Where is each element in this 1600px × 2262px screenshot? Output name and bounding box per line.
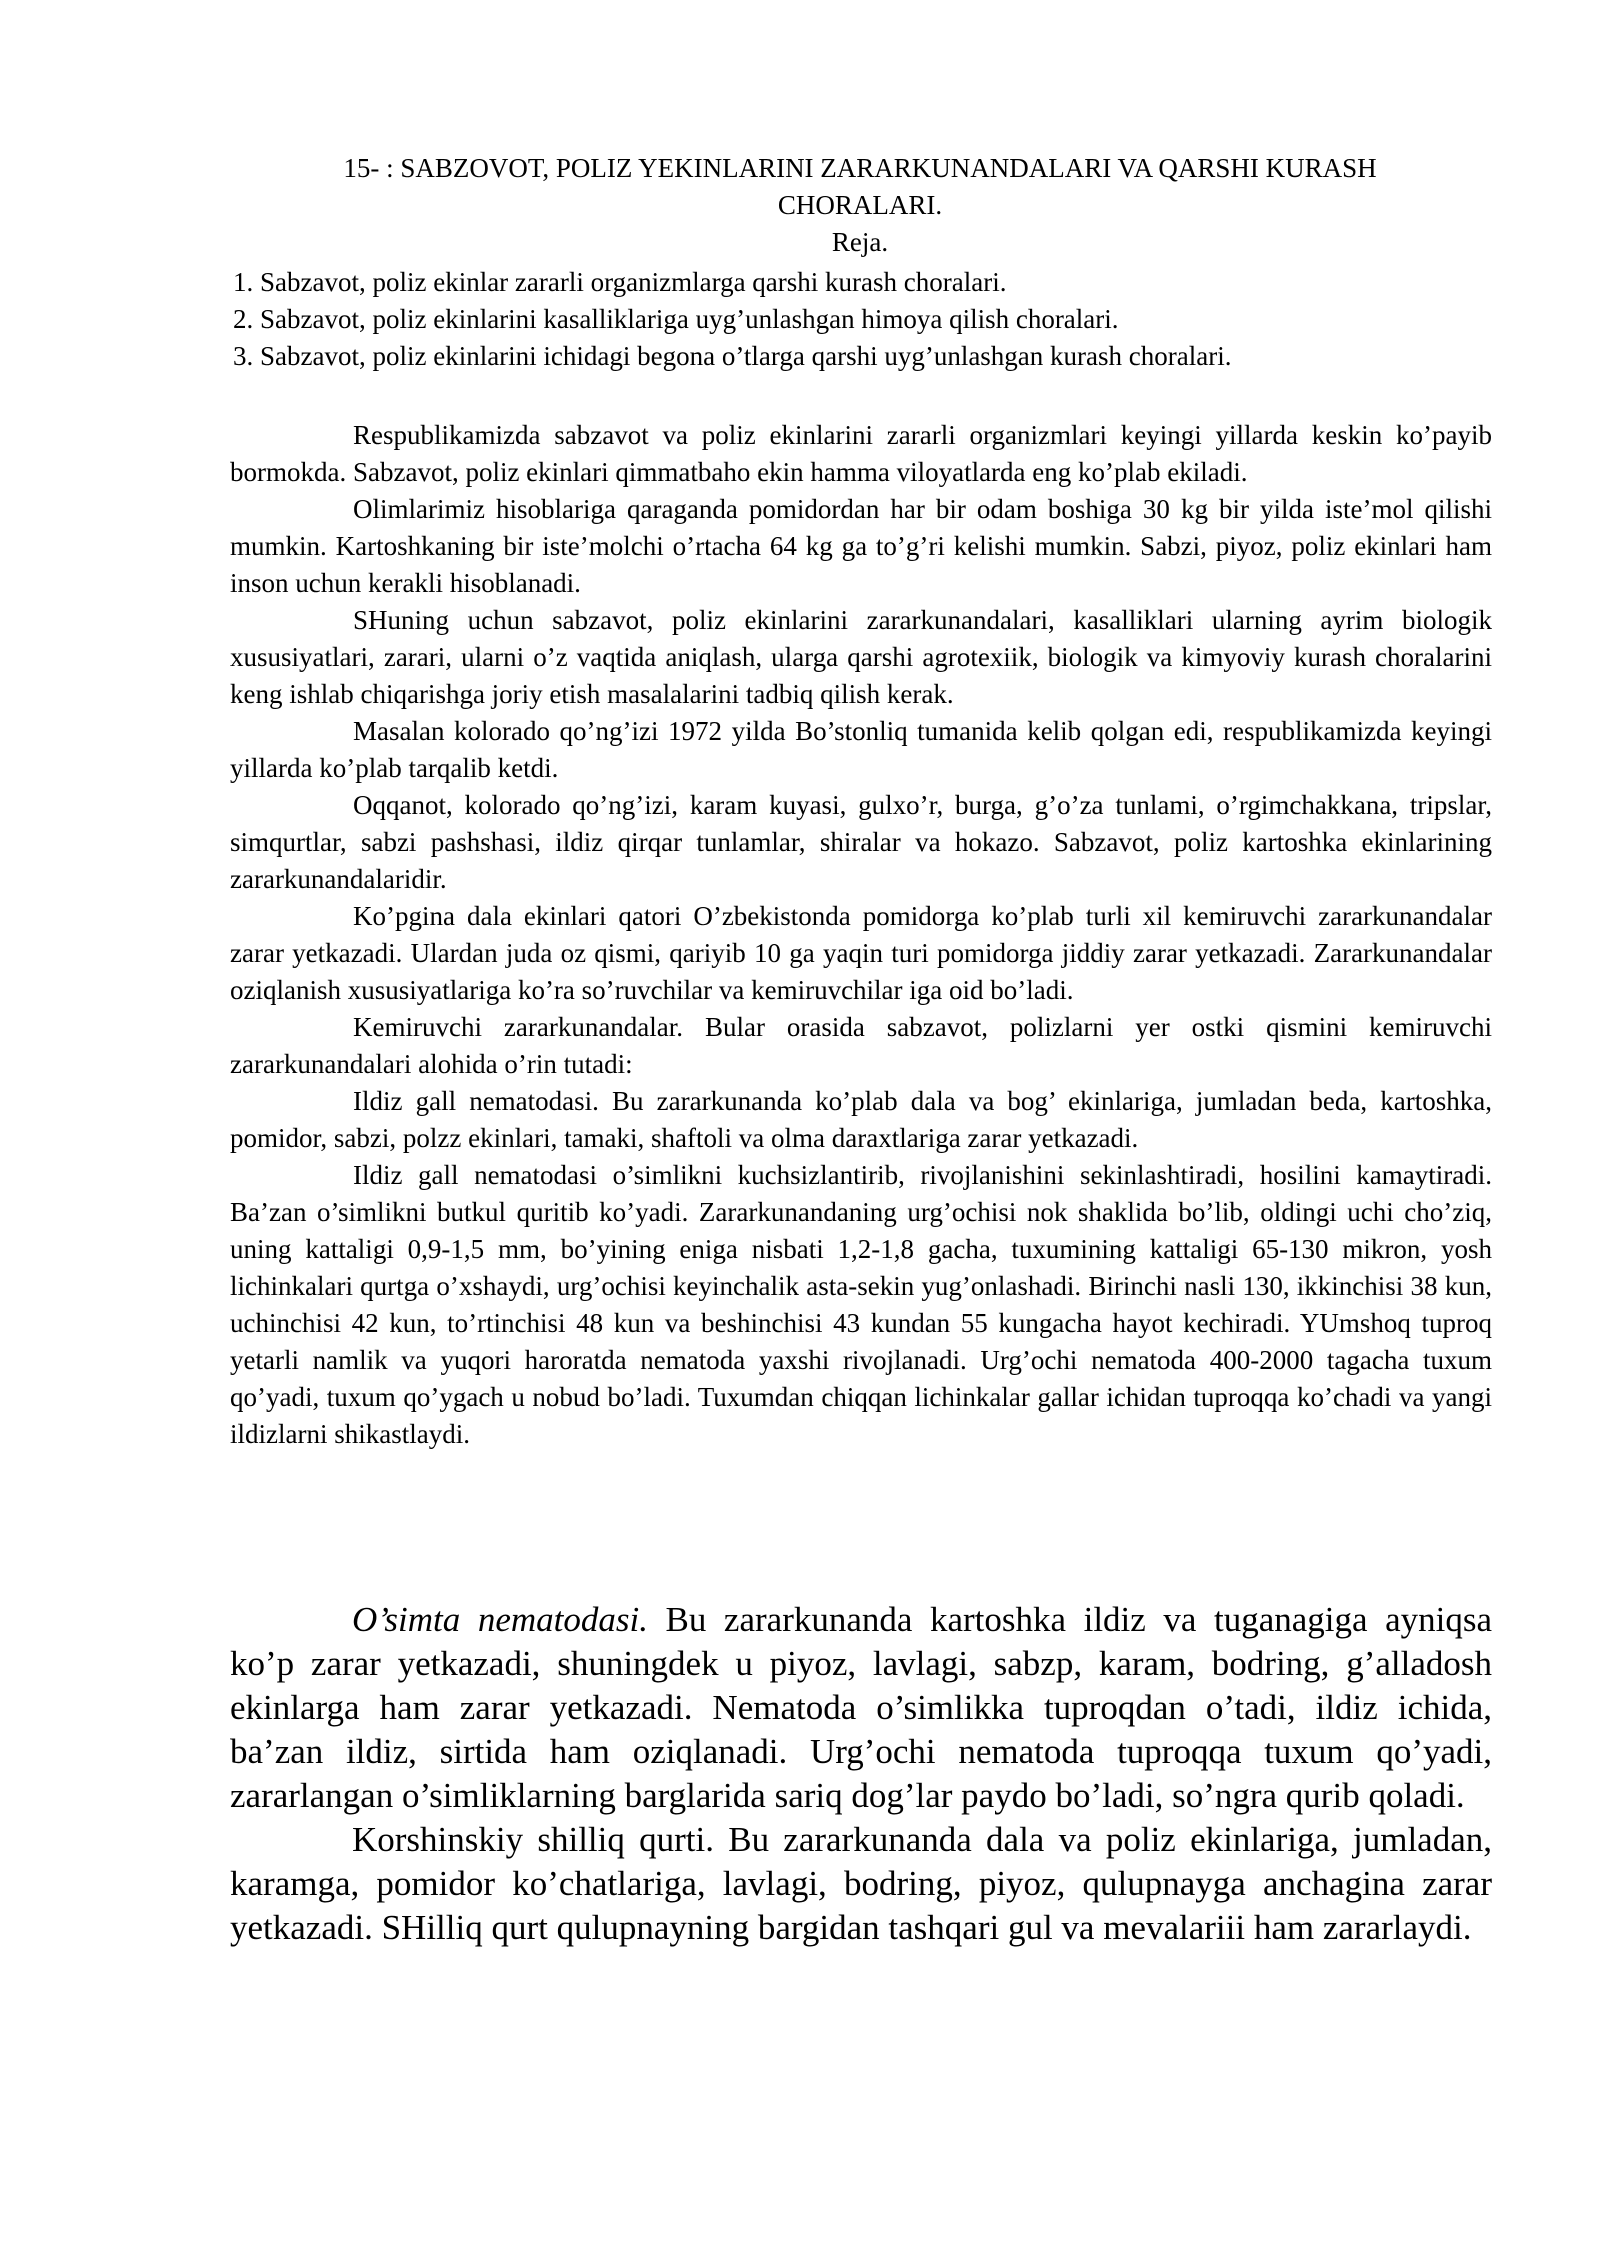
paragraph: Ildiz gall nematodasi o’simlikni kuchsizlantirib, rivojlanishini sekinlashtiradi, hosilini kamaytiradi. Ba’zan o’simlikni butkul quritib ko’yadi. Zararkunandaning urg’ochisi nok shaklida bo’lib, oldingi uchi cho’ziq, uning kattaligi 0,9-1,5 mm, bo’yining eniga nisbati 1,2-1,8 gacha, tuxumining kattaligi 65-130 mikron, yosh lichinkalari qurtga o’xshaydi, urg’ochisi keyinchalik asta-sekin yug’onlashadi. Birinchi nasli 130, ikkinchisi 38 kun, uchinchisi 42 kun, to’rtinchisi 48 kun va beshinchisi 43 kundan 55 kungacha hayot kechiradi. YUmshoq tuproq yetarli namlik va yuqori haroratda nematoda yaxshi rivojlanadi. Urg’ochi nematoda 400-2000 tagacha tuxum qo’yadi, tuxum qo’ygach u nobud bo’ladi. Tuxumdan chiqqan lichinkalar gallar ichidan tuproqqa ko’chadi va yangi ildizlarni shikastlaydi. bbox=[230, 1160, 1492, 1449]
paragraph-text: Bu zararkunanda kartoshka ildiz va tuganagiga ayniqsa ko’p zarar yetkazadi, shuningdek u piyoz, lavlagi, sabzp, karam, bodring, g’alladosh ekinlarga ham zarar yetkazadi. Nematoda o’simlikka tuproqdan o’tadi, ildiz ichida, ba’zan ildiz, sirtida ham oziqlanadi. Urg’ochi nematoda tuproqqa tuxum qo’yadi, zararlangan o’simliklarning barglarida sariq dog’lar paydo bo’ladi, so’ngra qurib qoladi. bbox=[230, 1600, 1492, 1815]
title-line-1: 15- : SABZOVOT, POLIZ YEKINLARINI ZARARKUNANDALARI VA QARSHI KURASH bbox=[343, 153, 1377, 183]
paragraph: Olimlarimiz hisoblariga qaraganda pomidordan har bir odam boshiga 30 kg bir yilda iste’mol qilishi mumkin. Kartoshkaning bir iste’molchi o’rtacha 64 kg ga to’g’ri kelishi mumkin. Sabzi, piyoz, poliz ekinlari ham inson uchun kerakli hisoblanadi. bbox=[230, 494, 1492, 598]
paragraph: SHuning uchun sabzavot, poliz ekinlarini zararkunandalari, kasalliklari ularning ayrim biologik xususiyatlari, zarari, ularni o’z vaqtida aniqlash, ularga qarshi agrotexiik, biologik va kimyoviy kurash choralarini keng ishlab chiqarishga joriy etish masalalarini tadbiq qilish kerak. bbox=[230, 605, 1492, 709]
paragraph: Kemiruvchi zararkunandalar. Bular orasida sabzavot, polizlarni yer ostki qismini kemiruvchi zararkunandalari alohida o’rin tutadi: bbox=[230, 1012, 1492, 1079]
plan-item: 3. Sabzavot, poliz ekinlarini ichidagi begona o’tlarga qarshi uyg’unlashgan kurash choralari. bbox=[233, 341, 1232, 371]
paragraph: Masalan kolorado qo’ng’izi 1972 yilda Bo’stonliq tumanida kelib qolgan edi, respublikamizda keyingi yillarda ko’plab tarqalib ketdi. bbox=[230, 716, 1492, 783]
plan-heading: Reja. bbox=[831, 227, 889, 257]
plan-list bbox=[233, 264, 1493, 375]
paragraph: Ko’pgina dala ekinlari qatori O’zbekistonda pomidorga ko’plab turli xil kemiruvchi zararkunandalar zarar yetkazadi. Ulardan juda oz qismi, qariyib 10 ga yaqin turi pomidorga jiddiy zarar yetkazadi. Zararkunandalar oziqlanish xususiyatlariga ko’ra so’ruvchilar va kemiruvchilar iga oid bo’ladi. bbox=[230, 901, 1492, 1005]
paragraph bbox=[230, 1598, 1492, 1818]
paragraph: Respublikamizda sabzavot va poliz ekinlarini zararli organizmlari keyingi yillarda keskin ko’payib bormokda. Sabzavot, poliz ekinlari qimmatbaho ekin hamma viloyatlarda eng ko’plab ekiladi. bbox=[230, 420, 1492, 487]
document-heading bbox=[230, 150, 1490, 261]
body-text-small bbox=[230, 417, 1492, 1453]
plan-item: 1. Sabzavot, poliz ekinlar zararli organizmlarga qarshi kurash choralari. bbox=[233, 267, 1007, 297]
body-text-large bbox=[230, 1598, 1492, 1950]
plan-item: 2. Sabzavot, poliz ekinlarini kasalliklariga uyg’unlashgan himoya qilish choralari. bbox=[233, 304, 1119, 334]
paragraph-text: Korshinskiy shilliq qurti. Bu zararkunanda dala va poliz ekinlariga, jumladan, karamga, pomidor ko’chatlariga, lavlagi, bodring, piyoz, qulupnayga anchagina zarar yetkazadi. SHilliq qurt qulupnayning bargidan tashqari gul va mevalariii ham zararlaydi. bbox=[230, 1820, 1492, 1947]
paragraph bbox=[230, 1818, 1492, 1950]
italic-lead: O’simta nematodasi. bbox=[352, 1600, 648, 1639]
paragraph: Oqqanot, kolorado qo’ng’izi, karam kuyasi, gulxo’r, burga, g’o’za tunlami, o’rgimchakkana, tripslar, simqurtlar, sabzi pashshasi, ildiz qirqar tunlamlar, shiralar va hokazo. Sabzavot, poliz kartoshka ekinlarining zararkunandalaridir. bbox=[230, 790, 1492, 894]
title-line-2: CHORALARI. bbox=[777, 190, 943, 220]
paragraph: Ildiz gall nematodasi. Bu zararkunanda ko’plab dala va bog’ ekinlariga, jumladan beda, kartoshka, pomidor, sabzi, polzz ekinlari, tamaki, shaftoli va olma daraxtlariga zarar yetkazadi. bbox=[230, 1086, 1492, 1153]
